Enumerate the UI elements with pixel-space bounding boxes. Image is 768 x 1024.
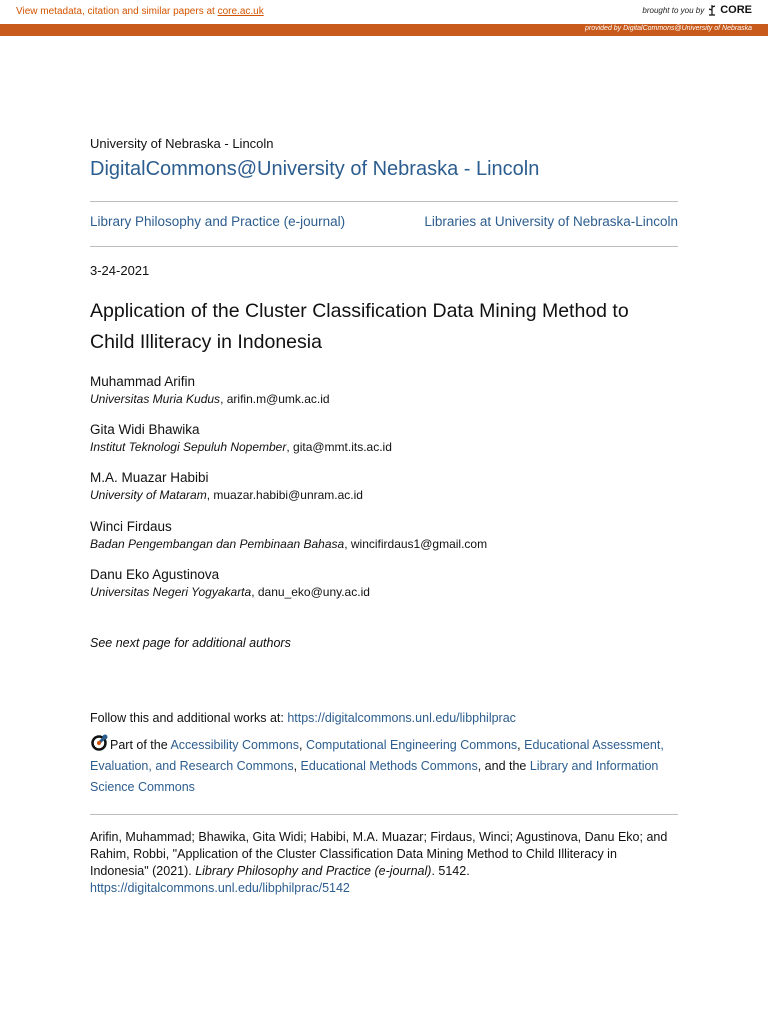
separator: , and the — [477, 759, 530, 773]
metadata-text: View metadata, citation and similar papers at — [16, 6, 215, 17]
author-entry — [90, 373, 678, 407]
part-of-prefix: Part of the — [110, 738, 171, 752]
citation-journal: Library Philosophy and Practice (e-journal) — [195, 864, 432, 878]
publication-date: 3-24-2021 — [90, 263, 150, 278]
citation-suffix: . 5142. — [431, 864, 470, 878]
author-email: , gita@mmt.its.ac.id — [286, 440, 392, 454]
author-entry — [90, 469, 678, 503]
core-logo-icon — [707, 4, 717, 16]
author-name: Winci Firdaus — [90, 519, 172, 534]
divider — [90, 201, 678, 202]
author-affiliation: Badan Pengembangan dan Pembinaan Bahasa — [90, 537, 345, 551]
separator: , — [298, 738, 306, 752]
brought-text: brought to you by — [642, 5, 705, 15]
network-icon — [90, 734, 108, 752]
core-top-bar — [0, 0, 768, 24]
educational-assessment-commons-link[interactable]: Educational Assessment, Evaluation, and Research Commons — [90, 738, 664, 773]
author-email: , wincifirdaus1@gmail.com — [344, 537, 488, 551]
accessibility-commons-link[interactable]: Accessibility Commons — [170, 738, 299, 752]
author-affiliation: Universitas Negeri Yogyakarta — [90, 585, 252, 599]
journal-link[interactable]: Library Philosophy and Practice (e-journal) — [90, 214, 346, 229]
follow-text: Follow this and additional works at: — [90, 711, 288, 725]
see-next-page-note: See next page for additional authors — [90, 636, 291, 650]
core-label: CORE — [720, 4, 752, 16]
author-name: Muhammad Arifin — [90, 374, 196, 389]
author-name: M.A. Muazar Habibi — [90, 470, 209, 485]
core-brought-by[interactable] — [642, 4, 752, 16]
follow-line — [90, 711, 516, 725]
institution-name: University of Nebraska - Lincoln — [90, 136, 274, 151]
author-affiliation: Institut Teknologi Sepuluh Nopember — [90, 440, 287, 454]
part-of-commons — [90, 734, 678, 798]
provided-by-text: provided by DigitalCommons@University of Nebraska — [584, 25, 752, 32]
core-metadata-line — [16, 6, 264, 17]
separator: , — [517, 738, 525, 752]
follow-link[interactable]: https://digitalcommons.unl.edu/libphilprac — [287, 711, 516, 725]
author-affiliation: University of Mataram — [90, 488, 207, 502]
core-link[interactable]: core.ac.uk — [217, 6, 264, 17]
citation-block — [90, 829, 678, 897]
educational-methods-commons-link[interactable]: Educational Methods Commons — [300, 759, 478, 773]
paper-title: Application of the Cluster Classification Data Mining Method to Child Illiteracy in Indonesia — [90, 300, 629, 353]
libraries-link[interactable]: Libraries at University of Nebraska-Lincoln — [424, 214, 678, 229]
author-email: , arifin.m@umk.ac.id — [220, 392, 330, 406]
provider-bar — [0, 24, 768, 36]
divider — [90, 814, 678, 815]
citation-url[interactable]: https://digitalcommons.unl.edu/libphilprac/5142 — [90, 881, 350, 895]
separator: , — [293, 759, 301, 773]
author-affiliation: Universitas Muria Kudus — [90, 392, 221, 406]
author-email: , danu_eko@uny.ac.id — [251, 585, 370, 599]
citation-text: Arifin, Muhammad; Bhawika, Gita Widi; Habibi, M.A. Muazar; Firdaus, Winci; Agustinova, Danu Eko; and Rahim, Robbi, "Application of the Cluster Classification Data Mining Method to Child Illiteracy in Indonesia" (2021). — [90, 830, 668, 878]
author-name: Danu Eko Agustinova — [90, 567, 220, 582]
repository-link[interactable]: DigitalCommons@University of Nebraska - Lincoln — [90, 158, 540, 180]
library-information-science-commons-link[interactable]: Library and Information Science Commons — [90, 759, 659, 794]
divider — [90, 246, 678, 247]
author-email: , muazar.habibi@unram.ac.id — [206, 488, 363, 502]
author-entry — [90, 566, 678, 600]
author-entry — [90, 421, 678, 455]
computational-engineering-commons-link[interactable]: Computational Engineering Commons — [305, 738, 518, 752]
author-name: Gita Widi Bhawika — [90, 422, 200, 437]
author-entry — [90, 518, 678, 552]
